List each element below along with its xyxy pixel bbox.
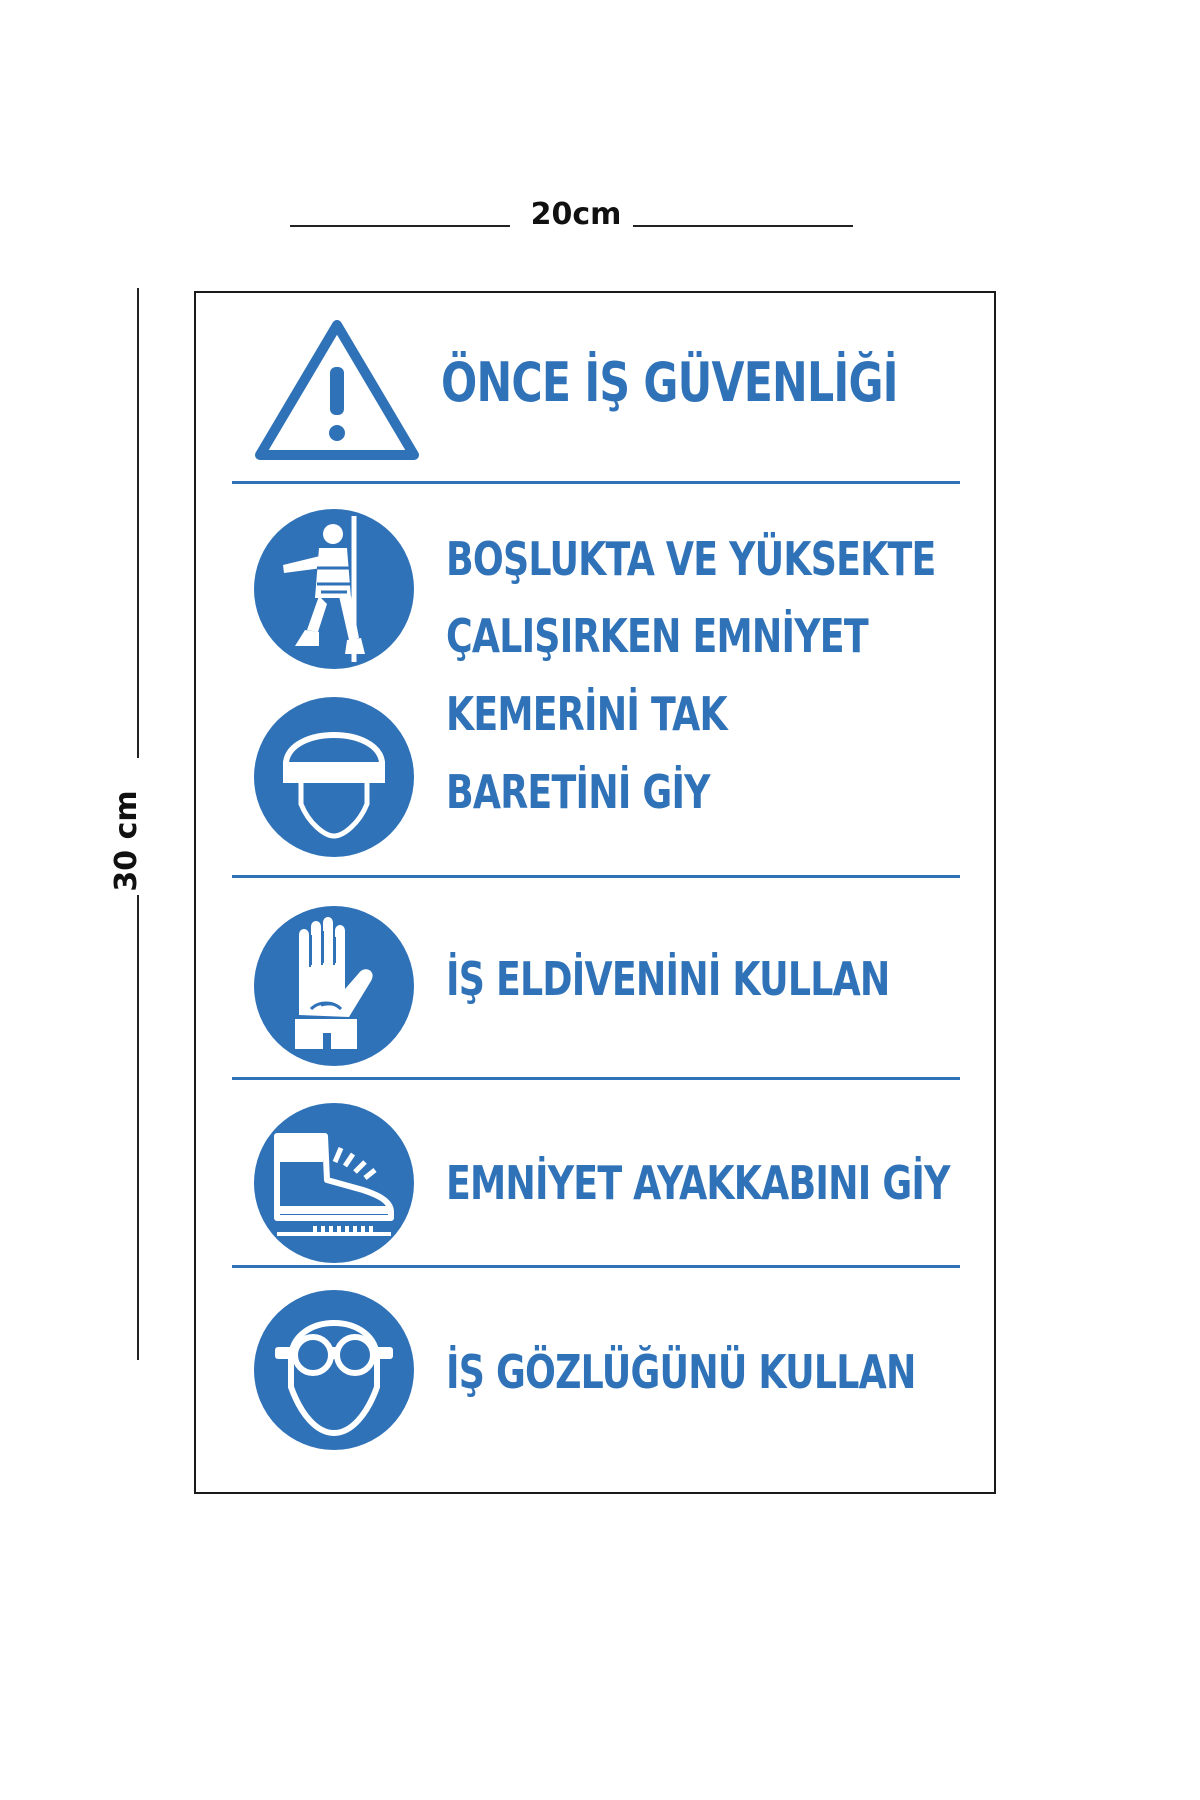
rule-line: EMNİYET AYAKKABINI GİY xyxy=(446,1156,950,1210)
hard-hat-icon xyxy=(253,696,415,858)
safety-sign xyxy=(194,291,996,1494)
width-dimension-line-right xyxy=(633,225,853,227)
rule-line: İŞ ELDİVENİNİ KULLAN xyxy=(446,952,890,1006)
rule-line: ÇALIŞIRKEN EMNİYET xyxy=(446,609,868,663)
safety-gloves-icon xyxy=(253,905,415,1067)
width-dimension-line-left xyxy=(290,225,510,227)
divider xyxy=(232,1265,960,1268)
height-dimension-label: 30 cm xyxy=(109,790,144,892)
divider xyxy=(232,481,960,484)
warning-triangle-icon xyxy=(250,315,424,467)
rule-line: KEMERİNİ TAK xyxy=(446,687,727,741)
safety-boots-icon xyxy=(253,1102,415,1264)
rule-line: BARETİNİ GİY xyxy=(446,765,710,819)
rule-line: İŞ GÖZLÜĞÜNÜ KULLAN xyxy=(446,1345,916,1399)
rule-line: BOŞLUKTA VE YÜKSEKTE xyxy=(446,532,936,586)
safety-harness-icon xyxy=(253,508,415,670)
divider xyxy=(232,1077,960,1080)
width-dimension-label: 20cm xyxy=(530,197,622,232)
sign-title: ÖNCE İŞ GÜVENLİĞİ xyxy=(441,351,898,414)
height-dimension-line-bottom xyxy=(137,895,139,1360)
safety-goggles-icon xyxy=(253,1289,415,1451)
height-dimension-line-top xyxy=(137,288,139,758)
divider xyxy=(232,875,960,878)
